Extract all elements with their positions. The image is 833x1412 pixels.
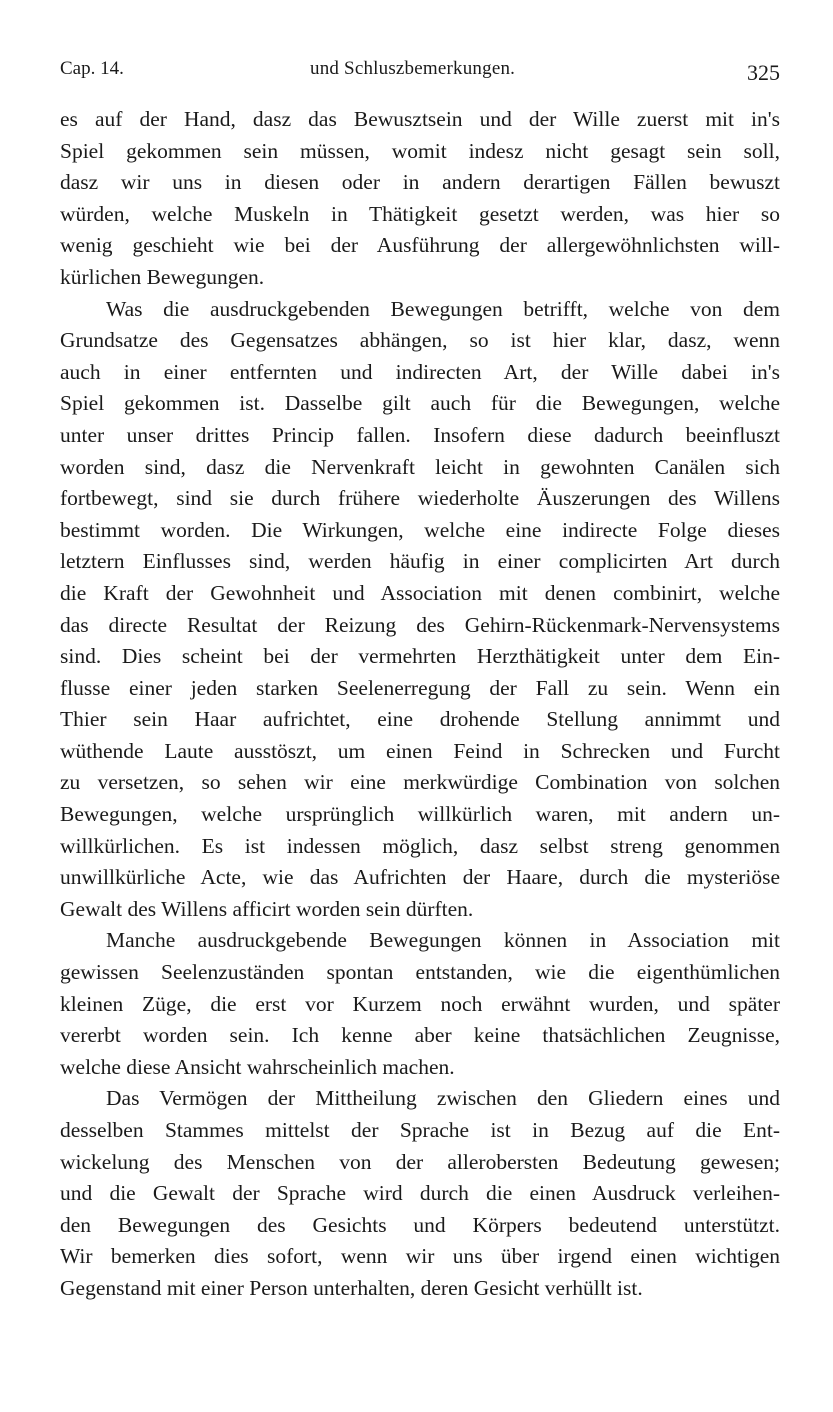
text-line: Was die ausdruckgebenden Bewegungen betrifft, welche von dem xyxy=(106,296,780,321)
text-line: Manche ausdruckgebende Bewegungen können in Association mit xyxy=(106,928,780,953)
text-line: flusse einer jeden starken Seelenerregung der Fall zu sein. Wenn ein xyxy=(60,675,780,700)
section-title: und Schluszbemerkungen. xyxy=(310,58,516,79)
text-line: worden sind, dasz die Nervenkraft leicht in gewohnten Canälen sich xyxy=(60,454,780,479)
text-line: kürlichen Bewegungen. xyxy=(60,264,265,289)
text-line: würden, welche Muskeln in Thätigkeit gesetzt werden, was hier so xyxy=(60,201,780,226)
text-line: bestimmt worden. Die Wirkungen, welche eine indirecte Folge dieses xyxy=(60,517,780,542)
text-line: Das Vermögen der Mittheilung zwischen den Gliedern eines und xyxy=(106,1086,780,1111)
text-line: Bewegungen, welche ursprünglich willkürlich waren, mit andern un- xyxy=(60,802,780,827)
text-line: wenig geschieht wie bei der Ausführung der allergewöhnlichsten will- xyxy=(60,233,780,258)
chapter-label: Cap. 14. xyxy=(60,58,124,79)
text-line: kleinen Züge, die erst vor Kurzem noch erwähnt wurden, und später xyxy=(60,991,780,1016)
text-line: wickelung des Menschen von der allerobersten Bedeutung gewesen; xyxy=(60,1149,780,1174)
text-line: Grundsatze des Gegensatzes abhängen, so ist hier klar, dasz, wenn xyxy=(60,328,780,353)
paragraph xyxy=(60,1083,780,1304)
text-line: gewissen Seelenzuständen spontan entstanden, wie die eigenthümlichen xyxy=(60,960,780,985)
text-line: auch in einer entfernten und indirecten Art, der Wille dabei in's xyxy=(60,359,780,384)
text-line: Spiel gekommen sein müssen, womit indesz nicht gesagt sein soll, xyxy=(60,138,780,163)
text-line: den Bewegungen des Gesichts und Körpers bedeutend unterstützt. xyxy=(60,1212,780,1237)
text-line: vererbt worden sein. Ich kenne aber keine thatsächlichen Zeugnisse, xyxy=(60,1023,780,1048)
text-line: Gegenstand mit einer Person unterhalten, deren Gesicht verhüllt ist. xyxy=(60,1275,643,1300)
text-line: unwillkürliche Acte, wie das Aufrichten der Haare, durch die mysteriöse xyxy=(60,865,780,890)
text-line: Spiel gekommen ist. Dasselbe gilt auch für die Bewegungen, welche xyxy=(60,391,780,416)
text-line: fortbewegt, sind sie durch frühere wiederholte Äuszerungen des Willens xyxy=(60,486,780,511)
text-line: Wir bemerken dies sofort, wenn wir uns über irgend einen wichtigen xyxy=(60,1244,780,1269)
text-line: welche diese Ansicht wahrscheinlich machen. xyxy=(60,1054,455,1079)
text-line: dasz wir uns in diesen oder in andern derartigen Fällen bewuszt xyxy=(60,170,780,195)
text-line: unter unser drittes Princip fallen. Insofern diese dadurch beeinfluszt xyxy=(60,422,780,447)
text-line: es auf der Hand, dasz das Bewusztsein und der Wille zuerst mit in's xyxy=(60,107,780,131)
page-number: 325 xyxy=(747,60,780,85)
text-line: zu versetzen, so sehen wir eine merkwürdige Combination von solchen xyxy=(60,770,780,795)
text-line: die Kraft der Gewohnheit und Association mit denen combinirt, welche xyxy=(60,580,780,605)
paragraph xyxy=(60,294,780,926)
text-line: wüthende Laute ausstöszt, um einen Feind in Schrecken und Furcht xyxy=(60,738,780,763)
paragraph xyxy=(60,925,780,1083)
text-line: das directe Resultat der Reizung des Gehirn-Rückenmark-Nervensystems xyxy=(60,612,780,637)
text-line: letztern Einflusses sind, werden häufig in einer complicirten Art durch xyxy=(60,549,780,574)
text-line: Thier sein Haar aufrichtet, eine drohende Stellung annimmt und xyxy=(60,707,780,732)
running-head xyxy=(60,58,780,88)
text-line: und die Gewalt der Sprache wird durch die einen Ausdruck verleihen- xyxy=(60,1181,780,1206)
text-line: sind. Dies scheint bei der vermehrten Herzthätigkeit unter dem Ein- xyxy=(60,644,780,669)
text-line: willkürlichen. Es ist indessen möglich, dasz selbst streng genommen xyxy=(60,833,780,858)
text-line: Gewalt des Willens afficirt worden sein dürften. xyxy=(60,896,474,921)
text-line: desselben Stammes mittelst der Sprache ist in Bezug auf die Ent- xyxy=(60,1118,780,1142)
paragraph xyxy=(60,104,780,294)
body-text xyxy=(60,104,780,1305)
